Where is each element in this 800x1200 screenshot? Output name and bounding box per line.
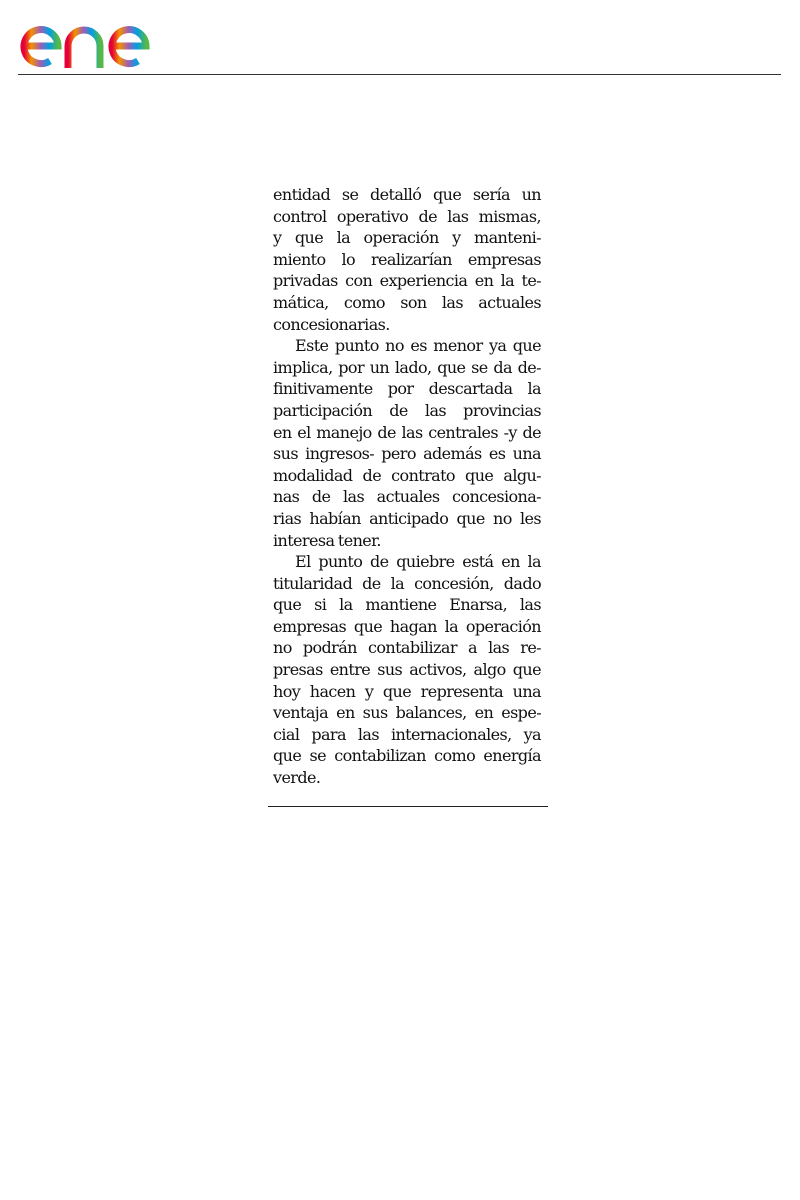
- text-line: cial para las internacionales, ya: [273, 724, 541, 744]
- text-line: que si la mantiene Enarsa, las: [273, 595, 541, 615]
- text-line: rias habían anticipado que no les: [273, 508, 541, 528]
- header-divider: [18, 74, 781, 75]
- text-line: ventaja en sus balances, en espe-: [273, 703, 541, 723]
- text-line: control operativo de las mismas,: [273, 206, 541, 226]
- text-line: Este punto no es menor ya que: [295, 336, 541, 356]
- text-line: finitivamente por descartada la: [273, 379, 541, 399]
- enel-logo: [18, 4, 194, 72]
- text-line: y que la operación y manteni-: [273, 228, 541, 248]
- text-line: empresas que hagan la operación: [273, 616, 541, 636]
- text-line: modalidad de contrato que algu-: [273, 465, 541, 485]
- text-line: privadas con experiencia en la te-: [273, 271, 541, 291]
- text-line: hoy hacen y que representa una: [273, 681, 541, 701]
- article-end-divider: [268, 806, 548, 807]
- text-line: sus ingresos- pero además es una: [273, 444, 541, 464]
- page-header: [0, 0, 800, 78]
- text-line: titularidad de la concesión, dado: [273, 573, 541, 593]
- text-line: miento lo realizarían empresas: [273, 249, 541, 269]
- article-body: [273, 184, 541, 789]
- text-line: mática, como son las actuales: [273, 292, 541, 312]
- text-line: que se contabilizan como energía: [273, 746, 541, 766]
- text-line: concesionarias.: [273, 314, 390, 334]
- text-line: interesa tener.: [273, 530, 381, 550]
- text-line: implica, por un lado, que se da de-: [273, 357, 541, 377]
- text-line: entidad se detalló que sería un: [273, 185, 541, 204]
- text-line: El punto de quiebre está en la: [295, 552, 541, 572]
- text-line: presas entre sus activos, algo que: [273, 660, 541, 680]
- text-line: verde.: [273, 768, 321, 788]
- text-line: en el manejo de las centrales -y de: [273, 422, 541, 442]
- text-line: nas de las actuales concesiona-: [273, 487, 541, 507]
- text-line: no podrán contabilizar a las re-: [273, 638, 541, 658]
- text-line: participación de las provincias: [273, 400, 541, 420]
